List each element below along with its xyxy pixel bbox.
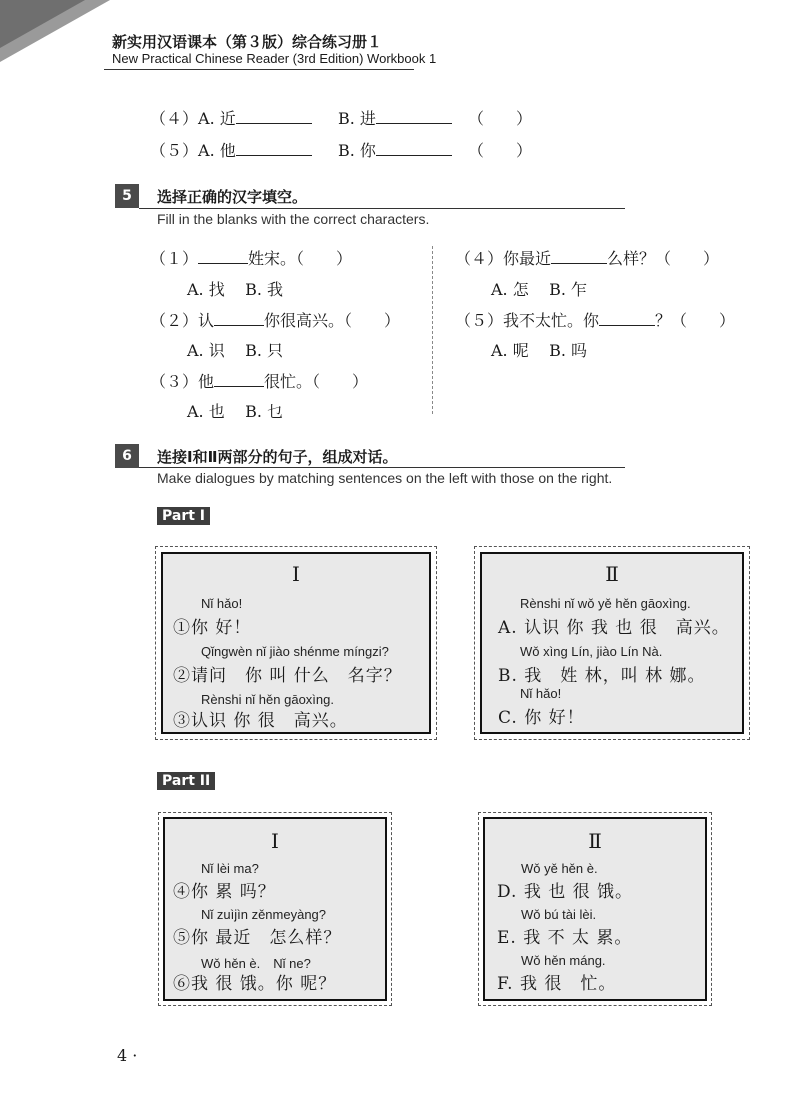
option-a: A. 怎 — [491, 280, 529, 299]
part-2-label: Part II — [157, 772, 215, 790]
answer-blank[interactable] — [551, 249, 607, 264]
section-5-title: 选择正确的汉字填空。 — [157, 188, 308, 206]
item-number: （５） — [455, 311, 504, 330]
sentence-5[interactable]: ⑤你 最近 怎么样？ — [173, 928, 342, 948]
s5-item-1-options — [187, 277, 283, 300]
part-1-label: Part I — [157, 507, 210, 525]
top-item-4 — [150, 106, 312, 129]
suffix-text: 你很高兴。 — [264, 311, 345, 330]
section-6-number: 6 — [115, 444, 139, 468]
prefix-text: 你最近 — [503, 249, 552, 268]
part-2-left-box — [158, 812, 392, 1006]
section-5-number: 5 — [115, 184, 139, 208]
option-a: A. 呢 — [491, 341, 529, 360]
section-5-title-en: Fill in the blanks with the correct characters. — [157, 211, 430, 227]
answer-blank[interactable] — [599, 311, 655, 326]
pinyin-line: Rènshi nǐ hěn gāoxìng. — [201, 692, 334, 707]
item-number: （１） — [150, 249, 199, 268]
column-heading: Ⅰ — [271, 829, 279, 853]
option-b: B. 吗 — [549, 341, 588, 360]
s5-item-5 — [455, 308, 735, 331]
pinyin-line: Wǒ hěn è. Nǐ ne? — [201, 956, 311, 971]
s5-item-4 — [455, 246, 719, 269]
s5-item-2 — [150, 308, 400, 331]
pinyin-line: Nǐ zuìjìn zěnmeyàng? — [201, 907, 327, 922]
corner-decoration-inner — [0, 0, 85, 48]
item-number: （４） — [150, 109, 199, 128]
answer-blank[interactable] — [236, 141, 312, 156]
answer-blank[interactable] — [376, 109, 452, 124]
sentence-6[interactable]: ⑥我 很 饿。你 呢？ — [173, 974, 337, 994]
section-5-rule — [139, 208, 625, 209]
prefix-text: 认 — [198, 311, 215, 330]
option-a: A. 他 — [198, 141, 236, 160]
sentence-a[interactable]: A. 认识 你 我 也 很 高兴。 — [498, 618, 730, 638]
answer-paren[interactable]: （ ） — [655, 249, 720, 268]
suffix-text: 很忙。 — [264, 372, 313, 391]
suffix-text: 么样？ — [607, 249, 656, 268]
pinyin-line: Wǒ hěn máng. — [521, 953, 606, 968]
answer-blank[interactable] — [376, 141, 452, 156]
item-number: （４） — [455, 249, 504, 268]
answer-blank[interactable] — [214, 372, 264, 387]
sentence-4[interactable]: ④你 累 吗？ — [173, 882, 276, 902]
column-heading: Ⅱ — [588, 829, 602, 853]
section-6-title-en: Make dialogues by matching sentences on the left with those on the right. — [157, 470, 613, 486]
pinyin-line: Nǐ hǎo! — [201, 596, 243, 611]
s5-item-3-options — [187, 399, 283, 422]
pinyin-line: Wǒ xìng Lín, jiào Lín Nà. — [520, 644, 663, 659]
item-number: （２） — [150, 311, 199, 330]
s5-item-5-options — [491, 338, 587, 361]
part-2-right-box — [478, 812, 712, 1006]
answer-paren[interactable]: （ ） — [671, 311, 736, 330]
pinyin-line: Rènshi nǐ wǒ yě hěn gāoxìng. — [520, 596, 691, 611]
part-2-left-panel — [163, 817, 387, 1001]
sentence-b[interactable]: B. 我 姓 林，叫 林 娜。 — [498, 666, 706, 686]
option-b: B. 我 — [245, 280, 284, 299]
part-1-right-panel — [480, 552, 744, 734]
header-title-cn: 新实用汉语课本（第３版）综合练习册１ — [112, 33, 383, 51]
pinyin-line: Nǐ hǎo! — [520, 686, 562, 701]
sentence-d[interactable]: D. 我 也 很 饿。 — [497, 882, 634, 902]
option-b: B. 只 — [245, 341, 284, 360]
suffix-text: ？ — [655, 311, 672, 330]
part-1-left-panel — [161, 552, 431, 734]
suffix-text: 姓宋。 — [248, 249, 297, 268]
answer-paren[interactable]: （ ） — [468, 141, 533, 160]
section-6-title: 连接Ⅰ和Ⅱ两部分的句子，组成对话。 — [157, 448, 398, 466]
pinyin-line: Qǐngwèn nǐ jiào shénme míngzi? — [201, 644, 389, 659]
section-6-rule — [139, 467, 625, 468]
sentence-c[interactable]: C. 你 好！ — [498, 708, 585, 728]
column-heading: Ⅰ — [292, 562, 300, 586]
pinyin-line: Nǐ lèi ma? — [201, 861, 259, 876]
s5-item-1 — [150, 246, 352, 269]
part-2-right-panel — [483, 817, 707, 1001]
answer-paren[interactable]: （ ） — [312, 372, 369, 391]
sentence-2[interactable]: ②请问 你 叫 什么 名字？ — [173, 666, 402, 686]
item-number: （５） — [150, 141, 199, 160]
answer-paren[interactable]: （ ） — [296, 249, 353, 268]
option-b: B. 进 — [338, 109, 376, 128]
sentence-f[interactable]: F. 我 很 忙。 — [497, 974, 617, 994]
option-b: B. 乍 — [549, 280, 588, 299]
top-item-5 — [150, 138, 312, 161]
column-heading: Ⅱ — [605, 562, 619, 586]
top-item-4-b — [338, 106, 452, 129]
s5-item-2-options — [187, 338, 283, 361]
part-1-right-box — [474, 546, 750, 740]
top-item-5-b — [338, 138, 452, 161]
option-a: A. 近 — [198, 109, 236, 128]
answer-blank[interactable] — [236, 109, 312, 124]
option-a: A. 也 — [187, 402, 225, 421]
pinyin-line: Wǒ yě hěn è. — [521, 861, 598, 876]
header-rule — [104, 69, 414, 70]
page-number: 4 · — [117, 1046, 138, 1065]
answer-paren[interactable]: （ ） — [344, 311, 401, 330]
pinyin-line: Wǒ bú tài lèi. — [521, 907, 597, 922]
sentence-e[interactable]: E. 我 不 太 累。 — [497, 928, 633, 948]
sentence-3[interactable]: ③认识 你 很 高兴。 — [173, 711, 348, 731]
header-title-en: New Practical Chinese Reader (3rd Edition) Workbook 1 — [112, 51, 437, 66]
prefix-text: 他 — [198, 372, 215, 391]
answer-blank[interactable] — [214, 311, 264, 326]
item-number: （３） — [150, 372, 199, 391]
part-1-left-box — [155, 546, 437, 740]
option-b: B. 你 — [338, 141, 376, 160]
answer-blank[interactable] — [198, 249, 248, 264]
s5-item-3 — [150, 369, 368, 392]
answer-paren[interactable]: （ ） — [468, 109, 533, 128]
prefix-text: 我不太忙。你 — [503, 311, 600, 330]
option-b: B. 乜 — [245, 402, 284, 421]
s5-item-4-options — [491, 277, 587, 300]
option-a: A. 识 — [187, 341, 225, 360]
sentence-1[interactable]: ①你 好！ — [173, 618, 252, 638]
column-divider — [432, 246, 433, 414]
option-a: A. 找 — [187, 280, 225, 299]
